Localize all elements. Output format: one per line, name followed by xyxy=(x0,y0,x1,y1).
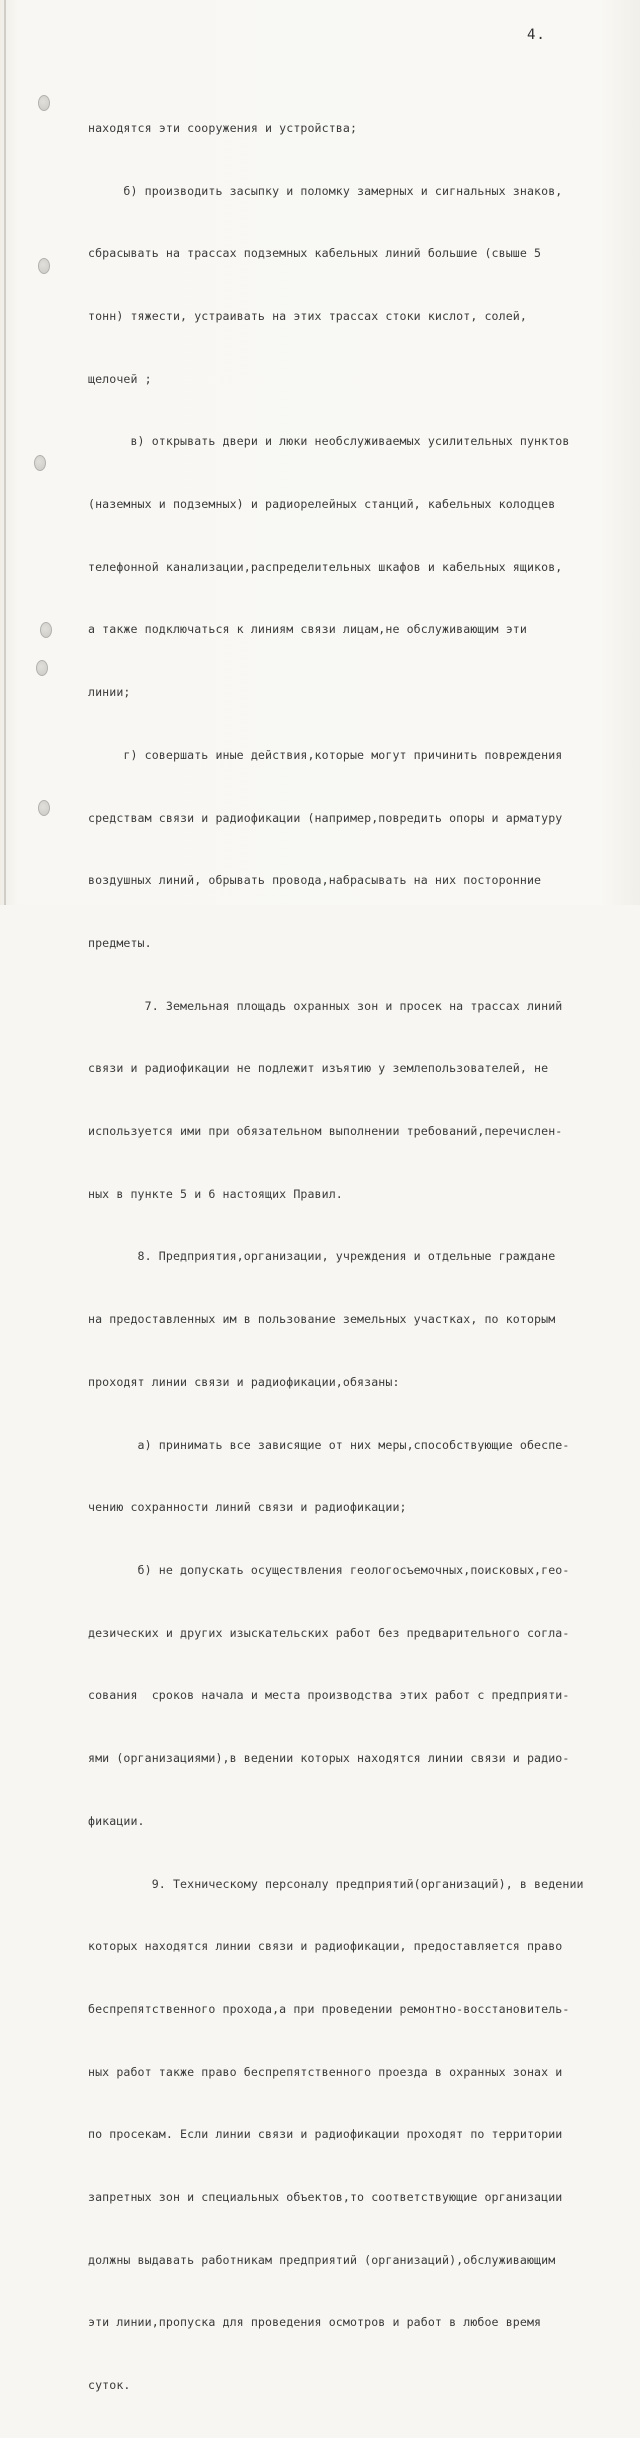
page-number: 4. xyxy=(527,27,546,43)
text-line: 7. Земельная площадь охранных зон и просек на трассах линий xyxy=(88,998,563,1013)
text-line: запретных зон и специальных объектов,то соответствующие организации xyxy=(88,2190,563,2205)
text-line: ями (организациями),в ведении которых находятся линии связи и радио- xyxy=(88,1751,570,1766)
text-line: проходят линии связи и радиофикации,обязаны: xyxy=(88,1374,400,1389)
text-line: щелочей ; xyxy=(88,371,152,386)
text-line: используется ими при обязательном выполнении требований,перечислен- xyxy=(88,1124,563,1139)
text-line: воздушных линий, обрывать провода,набрасывать на них посторонние xyxy=(88,873,542,888)
text-line: средствам связи и радиофикации (например,повредить опоры и арматуру xyxy=(88,810,563,825)
text-line: в) открывать двери и люки необслуживаемых усилительных пунктов xyxy=(88,434,570,449)
text-line: ных в пункте 5 и 6 настоящих Правил. xyxy=(88,1186,343,1201)
text-line: линии; xyxy=(88,685,131,700)
text-line: сования сроков начала и места производства этих работ с предприяти- xyxy=(88,1688,570,1703)
text-line: предметы. xyxy=(88,935,152,950)
punch-hole-3 xyxy=(34,455,46,471)
punch-hole-1 xyxy=(38,95,50,111)
punch-hole-4 xyxy=(40,622,52,638)
text-line: 8. Предприятия,организации, учреждения и отдельные граждане xyxy=(88,1249,556,1264)
text-line: суток. xyxy=(88,2378,131,2393)
text-line: эти линии,пропуска для проведения осмотров и работ в любое время xyxy=(88,2315,542,2330)
text-line: 9. Техническому персоналу предприятий(организаций), в ведении xyxy=(88,1876,584,1891)
binding-edge xyxy=(4,0,6,905)
text-line: которых находятся линии связи и радиофикации, предоставляется право xyxy=(88,1939,563,1954)
text-line: (наземных и подземных) и радиорелейных станций, кабельных колодцев xyxy=(88,497,556,512)
text-line: а также подключаться к линиям связи лицам,не обслуживающим эти xyxy=(88,622,527,637)
text-line: связи и радиофикации не подлежит изъятию у землепользователей, не xyxy=(88,1061,549,1076)
text-line: сбрасывать на трассах подземных кабельных линий большие (свыше 5 xyxy=(88,246,542,261)
text-line: г) совершать иные действия,которые могут причинить повреждения xyxy=(88,747,563,762)
text-line: а) принимать все зависящие от них меры,способствующие обеспе- xyxy=(88,1437,570,1452)
punch-hole-5 xyxy=(36,660,48,676)
text-line: дезических и других изыскательских работ без предварительного согла- xyxy=(88,1625,570,1640)
text-line: находятся эти сооружения и устройства; xyxy=(88,120,358,135)
punch-hole-2 xyxy=(38,258,50,274)
text-line: телефонной канализации,распределительных шкафов и кабельных ящиков, xyxy=(88,559,563,574)
text-line: чению сохранности линий связи и радиофикации; xyxy=(88,1500,407,1515)
punch-hole-6 xyxy=(38,800,50,816)
text-line: беспрепятственного прохода,а при проведении ремонтно-восстановитель- xyxy=(88,2001,570,2016)
text-line: по просекам. Если линии связи и радиофикации проходят по территории xyxy=(88,2127,563,2142)
document-body xyxy=(88,76,634,2438)
text-line: б) не допускать осуществления геологосъемочных,поисковых,гео- xyxy=(88,1562,570,1577)
text-line: ных работ также право беспрепятственного проезда в охранных зонах и xyxy=(88,2064,563,2079)
text-line: должны выдавать работникам предприятий (организаций),обслуживающим xyxy=(88,2252,556,2267)
text-line: б) производить засыпку и поломку замерных и сигнальных знаков, xyxy=(88,183,563,198)
text-line: тонн) тяжести, устраивать на этих трассах стоки кислот, солей, xyxy=(88,308,527,323)
text-line: на предоставленных им в пользование земельных участках, по которым xyxy=(88,1312,556,1327)
text-line: фикации. xyxy=(88,1813,145,1828)
